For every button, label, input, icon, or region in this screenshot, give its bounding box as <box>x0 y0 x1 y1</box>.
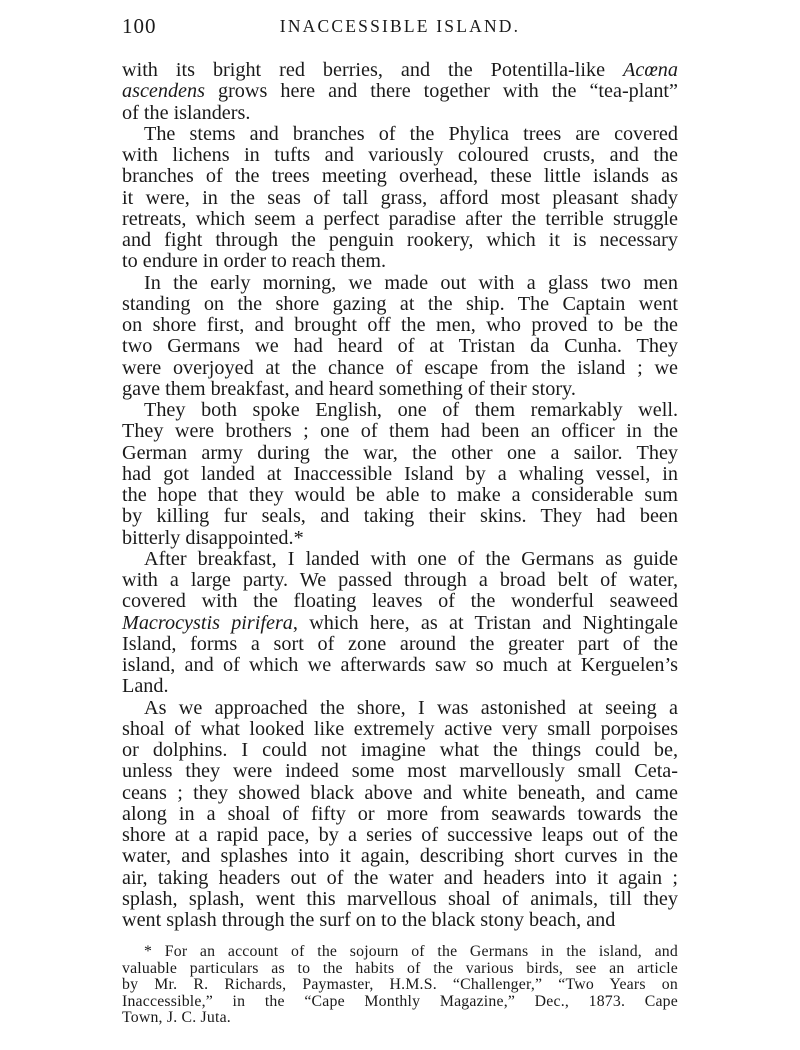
text-line: As we approached the shore, I was astonished at seeing a <box>144 696 678 719</box>
text-line: In the early morning, we made out with a glass two men <box>144 271 678 294</box>
italic-term: Acœna <box>623 59 678 81</box>
text-line: two Germans we had heard of at Tristan da Cunha. They <box>122 335 678 358</box>
text-line: with lichens in tufts and variously coloured crusts, and the <box>122 144 678 166</box>
italic-term: Macrocystis pirifera <box>122 611 293 634</box>
paragraph <box>122 698 678 932</box>
running-head: INACCESSIBLE ISLAND. <box>279 16 521 36</box>
footnote <box>122 944 678 1027</box>
text-line: to endure in order to reach them. <box>122 250 387 273</box>
body-text <box>122 60 678 931</box>
text-line: and fight through the penguin rookery, which it is necessary <box>122 229 678 251</box>
text-line: ceans ; they showed black above and white beneath, and came <box>122 781 678 804</box>
text-line: air, taking headers out of the water and headers into it again ; <box>122 866 678 889</box>
text-line: The stems and branches of the Phylica trees are covered <box>144 122 678 145</box>
text-line: had got landed at Inaccessible Island by a whaling vessel, in <box>122 462 678 485</box>
footnote-line: valuable particulars as to the habits of the various birds, see an article <box>122 959 678 977</box>
italic-term: ascendens <box>122 80 205 103</box>
text-line: went splash through the surf on to the black stony beach, and <box>122 909 616 931</box>
text-line: with its bright red berries, and the Potentilla-like Acœna <box>122 59 678 81</box>
text-line: retreats, which seem a perfect paradise after the terrible struggle <box>122 207 678 230</box>
text-line: Land. <box>122 675 169 698</box>
text-line: with a large party. We passed through a broad belt of water, <box>122 569 678 591</box>
text-line: Macrocystis pirifera, which here, as at Tristan and Nightingale <box>122 611 678 634</box>
text-line: German army during the war, the other one a sailor. They <box>122 441 678 464</box>
text-line: They both spoke English, one of them remarkably well. <box>144 399 678 421</box>
paragraph <box>122 60 678 124</box>
paragraph <box>122 273 678 401</box>
footnote-line: by Mr. R. Richards, Paymaster, H.M.S. “Challenger,” “Two Years on <box>122 976 678 994</box>
text-line: standing on the shore gazing at the ship. The Captain went <box>122 292 678 315</box>
text-line: ascendens grows here and there together with the “tea-plant” <box>122 80 678 103</box>
text-line: were overjoyed at the chance of escape from the island ; we <box>122 356 678 379</box>
text-line: by killing fur seals, and taking their skins. They had been <box>122 505 678 528</box>
text-line: bitterly disappointed.* <box>122 526 304 549</box>
text-line: the hope that they would be able to make a considerable sum <box>122 484 678 506</box>
text-line: After breakfast, I landed with one of the Germans as guide <box>144 547 678 570</box>
text-line: it were, in the seas of tall grass, afford most pleasant shady <box>122 186 678 209</box>
text-line: gave them breakfast, and heard something of their story. <box>122 377 576 400</box>
paragraph <box>122 400 678 549</box>
text-line: water, and splashes into it again, describing short curves in the <box>122 845 678 868</box>
text-line: covered with the floating leaves of the wonderful seaweed <box>122 590 678 613</box>
footnote-line: * For an account of the sojourn of the Germans in the island, and <box>144 943 678 960</box>
text-line: branches of the trees meeting overhead, these little islands as <box>122 165 678 188</box>
text-line: on shore first, and brought off the men, who proved to be the <box>122 314 678 336</box>
text-line: shore at a rapid pace, by a series of successive leaps out of the <box>122 824 678 846</box>
paragraph <box>122 549 678 698</box>
text-line: along in a shoal of fifty or more from seawards towards the <box>122 802 678 825</box>
page-number: 100 <box>122 14 157 38</box>
text-line: of the islanders. <box>122 101 251 124</box>
text-line: island, and of which we afterwards saw so much at Kerguelen’s <box>122 654 678 676</box>
text-line: shoal of what looked like extremely active very small porpoises <box>122 717 678 740</box>
text-line: They were brothers ; one of them had been an officer in the <box>122 420 678 443</box>
page-header <box>122 14 678 42</box>
footnote-line: Inaccessible,” in the “Cape Monthly Magazine,” Dec., 1873. Cape <box>122 992 678 1010</box>
text-line: splash, splash, went this marvellous shoal of animals, till they <box>122 887 678 910</box>
text-line: or dolphins. I could not imagine what the things could be, <box>122 739 678 761</box>
paragraph <box>122 124 678 273</box>
text-line: Island, forms a sort of zone around the greater part of the <box>122 632 678 655</box>
footnote-line: Town, J. C. Juta. <box>122 1009 231 1027</box>
text-line: unless they were indeed some most marvellously small Ceta- <box>122 760 678 783</box>
